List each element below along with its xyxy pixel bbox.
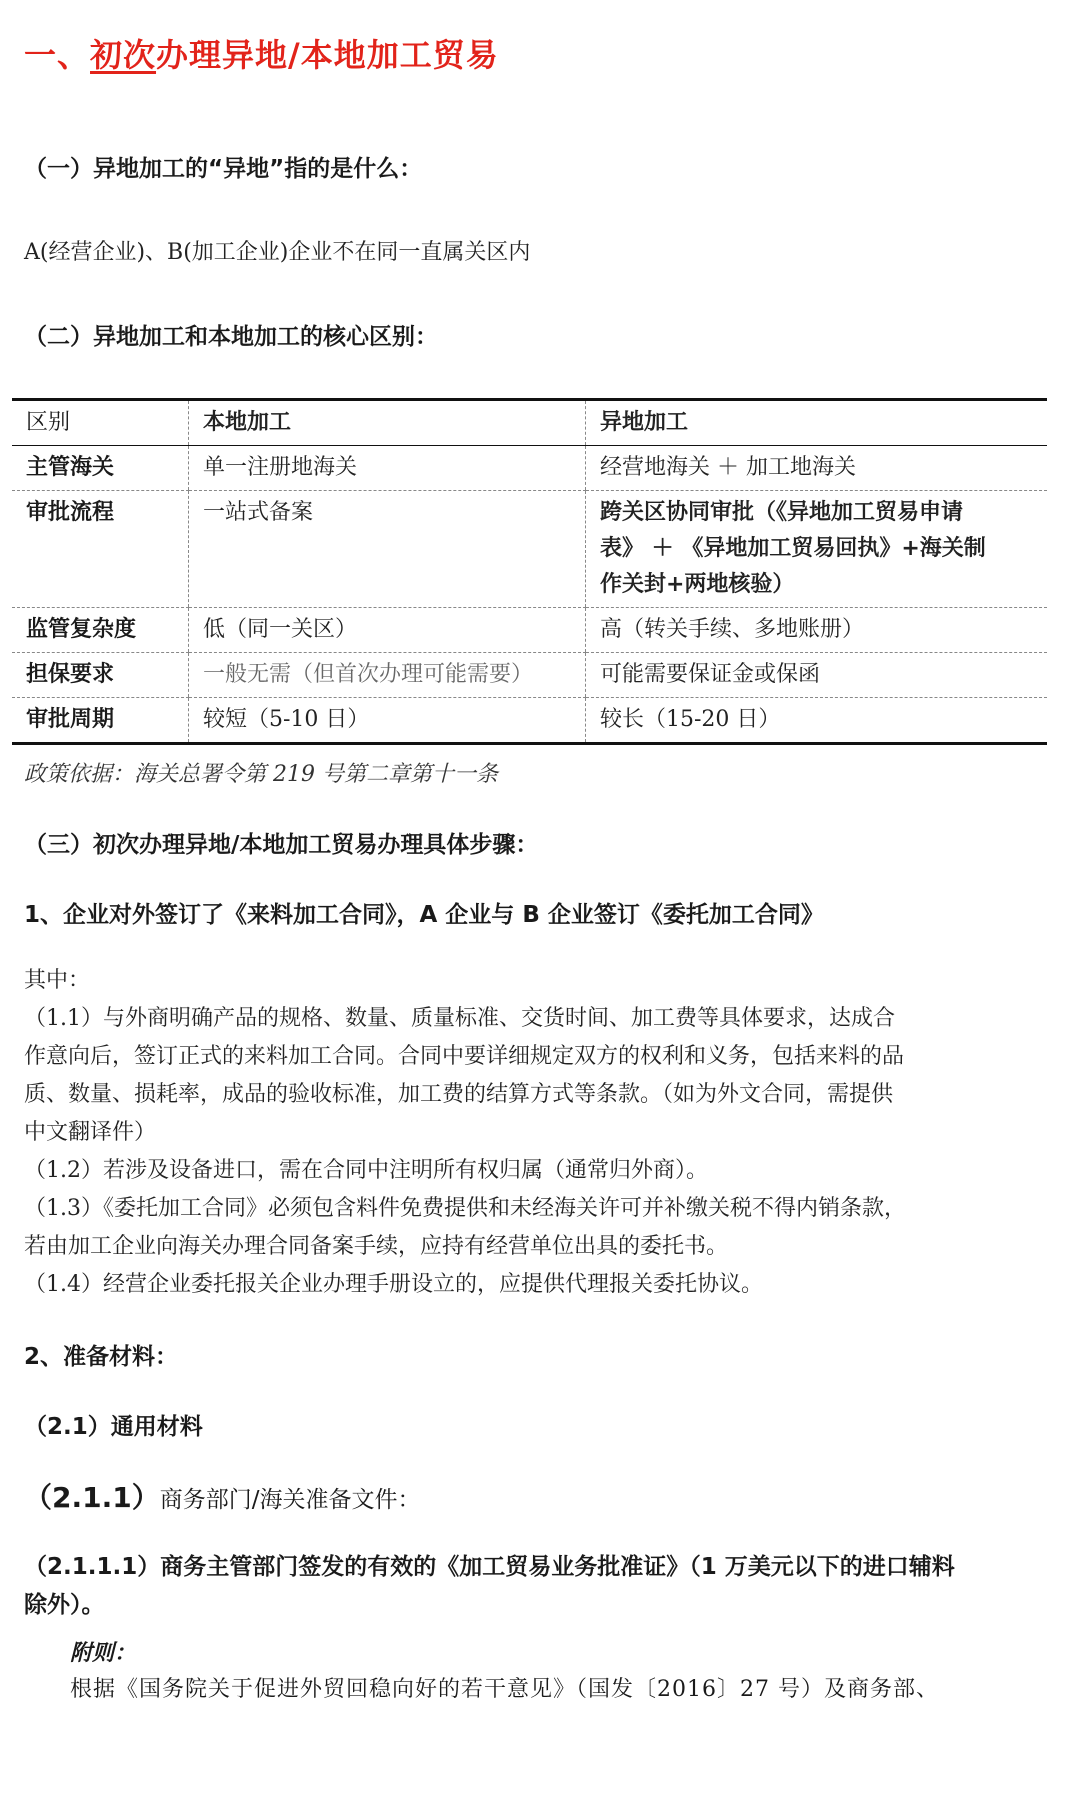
section-1-heading: （一）异地加工的“异地”指的是什么： [24, 156, 423, 182]
title-prefix: 一、 [24, 36, 91, 74]
table-row [12, 491, 1047, 608]
table-row [12, 653, 1047, 698]
item-line: （2.1.1.1）商务主管部门签发的有效的《加工贸易业务批准证》（1 万美元以下的进口辅料 [24, 1554, 955, 1580]
header-cell: 区别 [12, 400, 189, 446]
step-1-line: （1.4）经营企业委托报关企业办理手册设立的，应提供代理报关委托协议。 [24, 1272, 763, 1297]
note-label: 附则： [70, 1641, 137, 1666]
header-cell: 异地加工 [586, 400, 1048, 446]
step-2-1-1-text: 商务部门/海关准备文件： [159, 1487, 421, 1513]
local-cell: 较短（5-10 日） [189, 698, 586, 744]
row-label: 审批周期 [12, 698, 189, 744]
main-title [24, 30, 499, 76]
step-1-line: （1.3）《委托加工合同》必须包含料件免费提供和未经海关许可并补缴关税不得内销条款， [24, 1196, 906, 1221]
row-label: 主管海关 [12, 446, 189, 491]
step-1-line: （1.2）若涉及设备进口，需在合同中注明所有权归属（通常归外商）。 [24, 1158, 708, 1183]
step-1-line: 若由加工企业向海关办理合同备案手续，应持有经营单位出具的委托书。 [24, 1234, 729, 1259]
remote-cell: 经营地海关 ＋ 加工地海关 [586, 446, 1048, 491]
comparison-table [12, 398, 1047, 745]
step-1-line: （1.1）与外商明确产品的规格、数量、质量标准、交货时间、加工费等具体要求，达成合 [24, 1006, 895, 1031]
table-header-row [12, 400, 1047, 446]
step-1-line: 质、数量、损耗率，成品的验收标准，加工费的结算方式等条款。（如为外文合同，需提供 [24, 1082, 894, 1107]
item-line: 除外）。 [24, 1592, 105, 1618]
table-row [12, 608, 1047, 653]
remote-cell [586, 491, 1048, 608]
row-label: 担保要求 [12, 653, 189, 698]
row-label: 监管复杂度 [12, 608, 189, 653]
remote-cell-line: 跨关区协同审批（《异地加工贸易申请 [600, 500, 964, 525]
step-1-intro: 其中： [24, 968, 91, 993]
step-2-heading: 2、准备材料： [24, 1344, 179, 1370]
remote-cell-line: 作关封+两地核验） [600, 572, 795, 597]
remote-cell: 可能需要保证金或保函 [586, 653, 1048, 698]
step-2-1-heading: （2.1）通用材料 [24, 1414, 203, 1440]
remote-cell-line: 表》 ＋ 《异地加工贸易回执》+海关制 [600, 536, 986, 561]
local-cell: 一般无需（但首次办理可能需要） [189, 653, 586, 698]
title-underlined: 初次 [90, 36, 157, 74]
step-2-1-1-1-item [24, 1548, 1054, 1624]
step-1-line: 中文翻译件） [24, 1120, 157, 1145]
table-row [12, 698, 1047, 744]
row-label: 审批流程 [12, 491, 189, 608]
local-cell: 低（同一关区） [189, 608, 586, 653]
title-rest: 办理异地/本地加工贸易 [156, 36, 499, 74]
header-cell: 本地加工 [189, 400, 586, 446]
table-row [12, 446, 1047, 491]
local-cell: 单一注册地海关 [189, 446, 586, 491]
step-1-body [24, 962, 1054, 1304]
step-2-1-1-number: （2.1.1） [24, 1481, 160, 1514]
section-2-heading: （二）异地加工和本地加工的核心区别： [24, 324, 438, 350]
policy-basis: 政策依据：海关总署令第 219 号第二章第十一条 [24, 762, 498, 787]
section-3-heading: （三）初次办理异地/本地加工贸易办理具体步骤： [24, 832, 539, 858]
section-1-text: A(经营企业)、B(加工企业)企业不在同一直属关区内 [24, 240, 531, 265]
note-text: 根据《国务院关于促进外贸回稳向好的若干意见》（国发〔2016〕27 号）及商务部、 [70, 1677, 939, 1702]
step-2-1-1-heading [24, 1476, 420, 1516]
step-1-line: 作意向后，签订正式的来料加工合同。合同中要详细规定双方的权利和义务，包括来料的品 [24, 1044, 905, 1069]
remote-cell: 较长（15-20 日） [586, 698, 1048, 744]
remote-cell: 高（转关手续、多地账册） [586, 608, 1048, 653]
step-1-heading: 1、企业对外签订了《来料加工合同》，A 企业与 B 企业签订《委托加工合同》 [24, 902, 824, 928]
local-cell: 一站式备案 [189, 491, 586, 608]
